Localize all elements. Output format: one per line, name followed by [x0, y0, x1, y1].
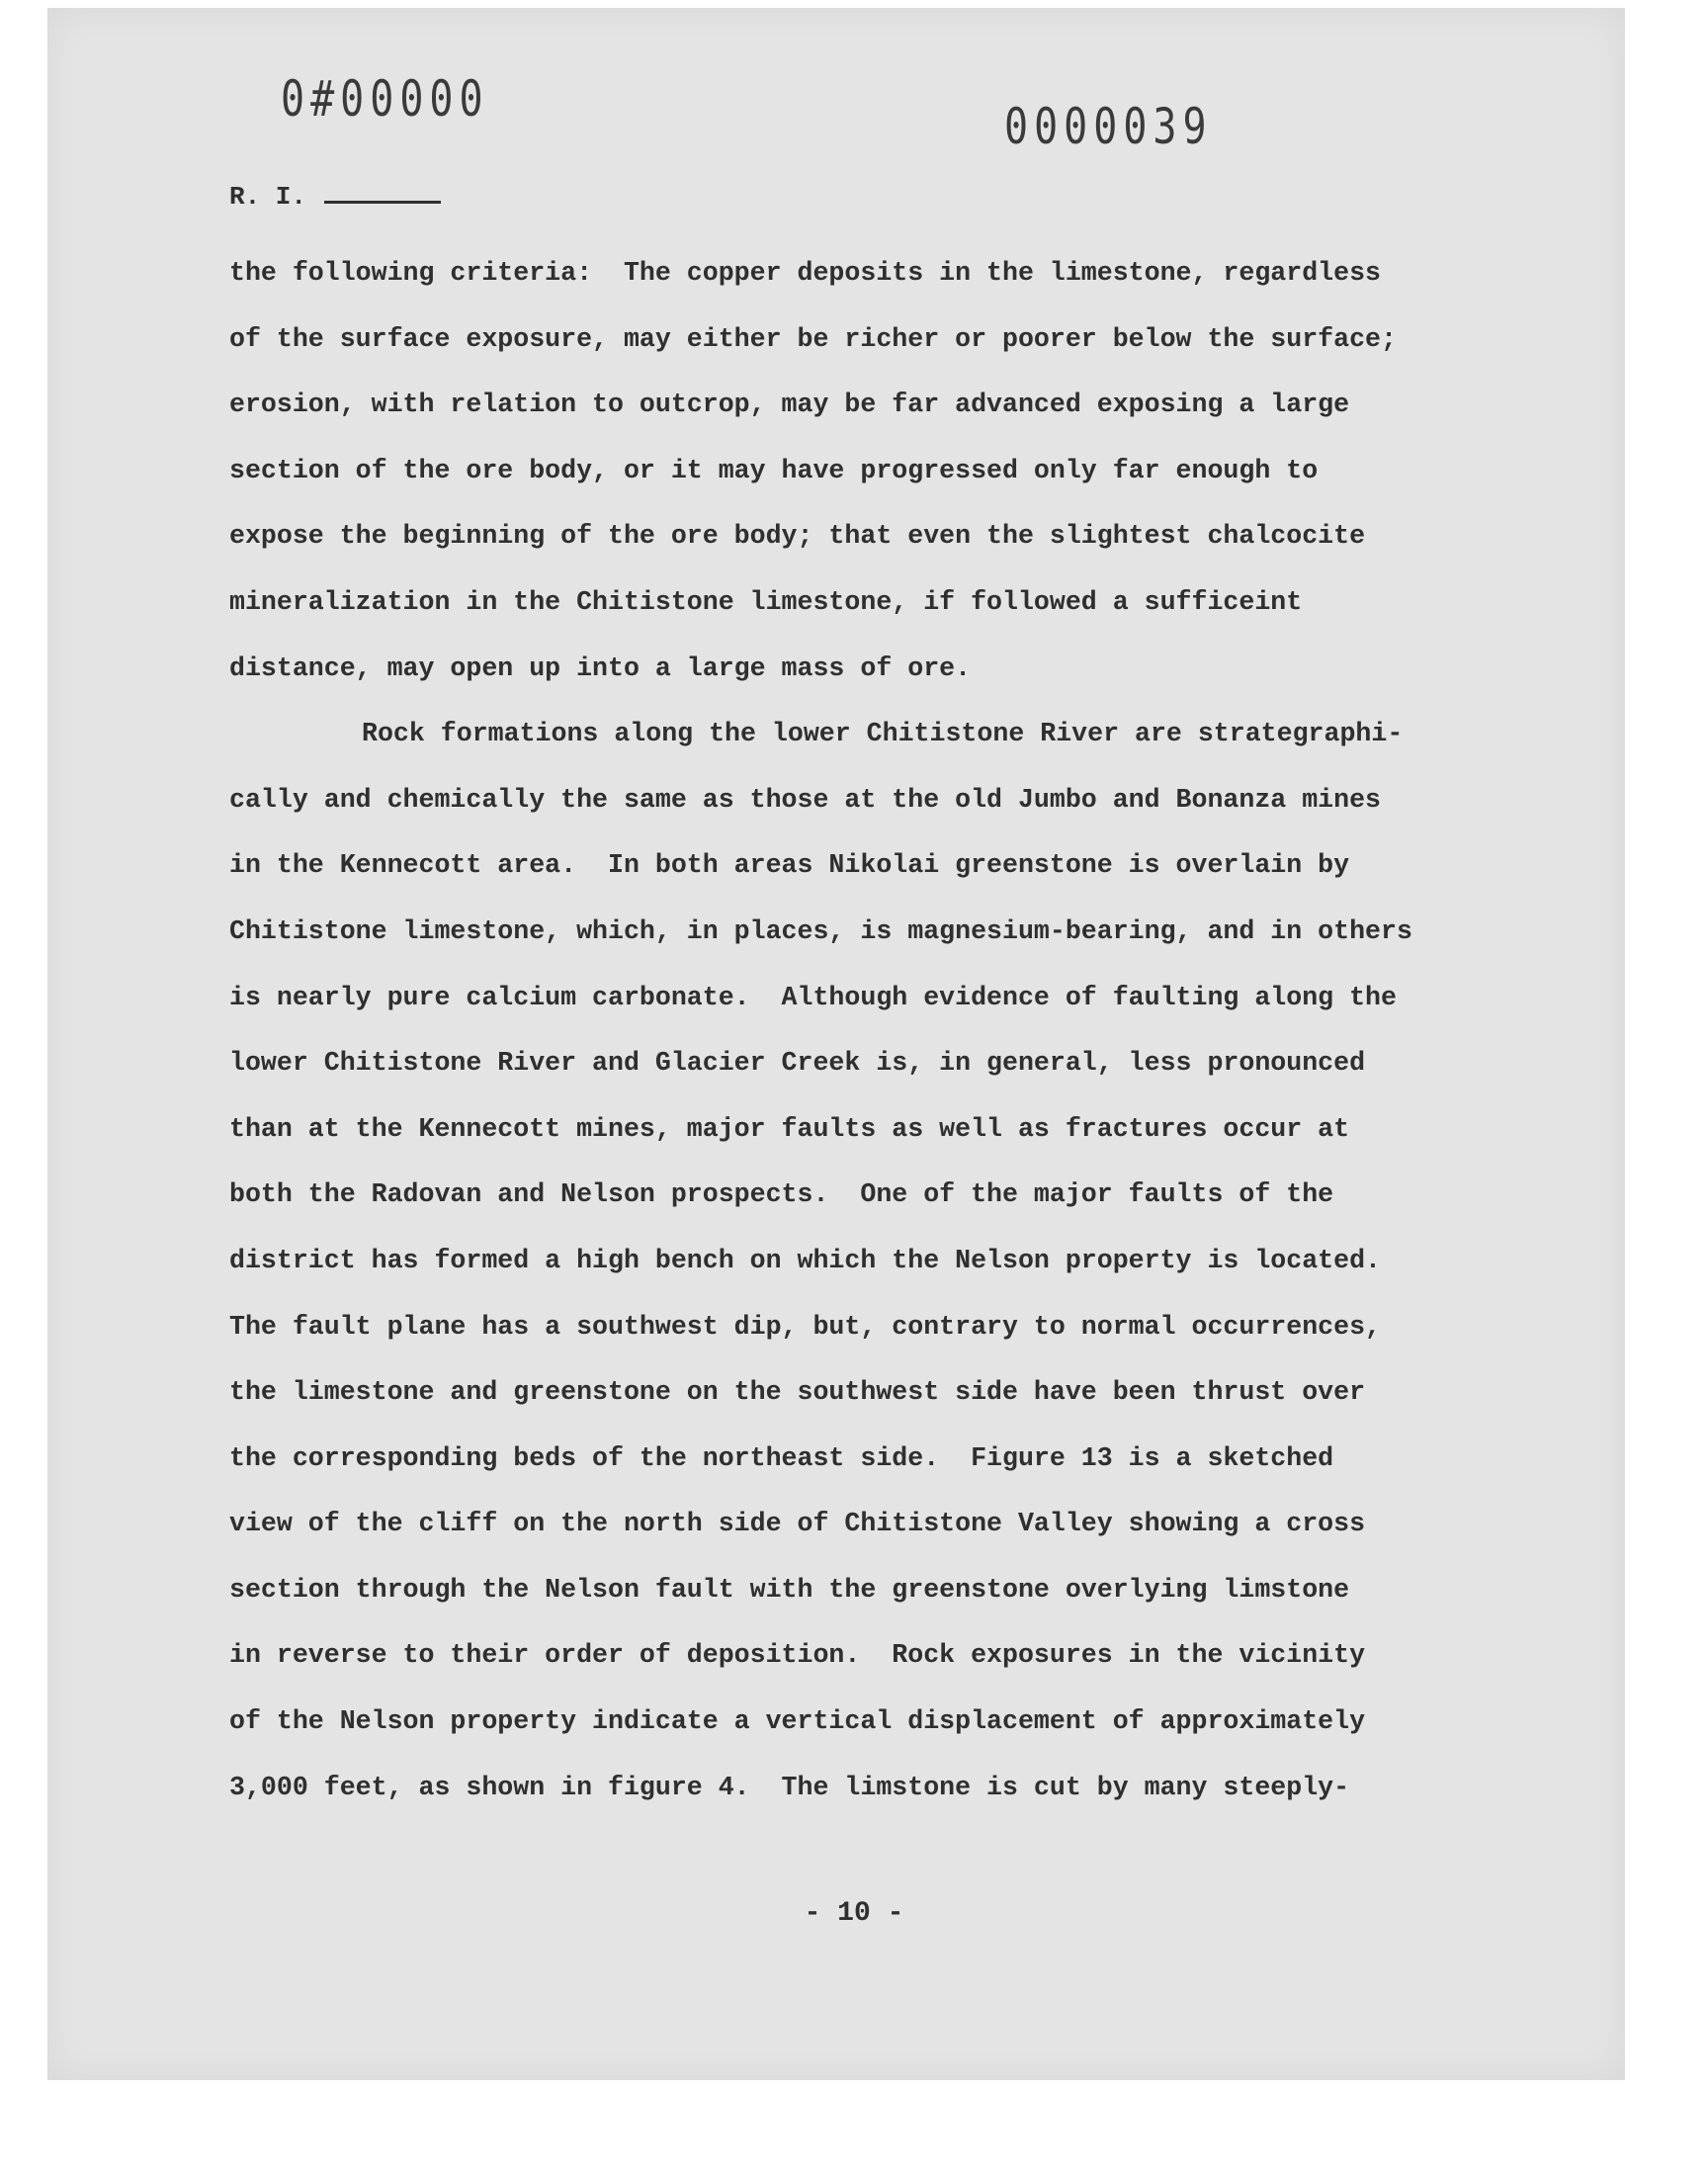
report-id-label — [229, 182, 441, 212]
text-line: the limestone and greenstone on the southwest side have been thrust over — [229, 1377, 1366, 1408]
text-line: is nearly pure calcium carbonate. Although evidence of faulting along the — [229, 982, 1397, 1012]
text-line: of the Nelson property indicate a vertical displacement of approximately — [229, 1706, 1366, 1737]
text-line: of the surface exposure, may either be richer or poorer below the surface; — [229, 323, 1397, 354]
text-line: 3,000 feet, as shown in figure 4. The limstone is cut by many steeply- — [229, 1772, 1350, 1802]
text-line: cally and chemically the same as those at the old Jumbo and Bonanza mines — [229, 784, 1381, 815]
text-line: the corresponding beds of the northeast side. Figure 13 is a sketched — [229, 1442, 1334, 1473]
text-line: both the Radovan and Nelson prospects. One of the major faults of the — [229, 1179, 1334, 1210]
document-stamp-right: 0000039 — [1004, 99, 1213, 156]
text-line: erosion, with relation to outcrop, may be far advanced exposing a large — [229, 390, 1350, 420]
text-line: Rock formations along the lower Chitistone River are strategraphi- — [362, 719, 1404, 749]
text-line: the following criteria: The copper deposits in the limestone, regardless — [229, 258, 1381, 288]
text-line: lower Chitistone River and Glacier Creek is, in general, less pronounced — [229, 1048, 1366, 1079]
ri-blank-line — [324, 201, 441, 204]
text-line: mineralization in the Chitistone limestone, if followed a sufficeint — [229, 586, 1303, 617]
text-line: than at the Kennecott mines, major faults as well as fractures occur at — [229, 1113, 1350, 1144]
ri-label-text: R. I. — [229, 182, 307, 212]
text-line: Chitistone limestone, which, in places, is magnesium-bearing, and in others — [229, 915, 1412, 946]
text-line: expose the beginning of the ore body; that even the slightest chalcocite — [229, 521, 1366, 552]
text-line: distance, may open up into a large mass of ore. — [229, 652, 972, 683]
paragraph-2 — [229, 701, 1524, 1820]
document-stamp-left: 0#00000 — [281, 71, 489, 129]
document-body — [229, 240, 1524, 1820]
text-line: in the Kennecott area. In both areas Nikolai greenstone is overlain by — [229, 850, 1350, 881]
text-line: view of the cliff on the north side of Chitistone Valley showing a cross — [229, 1509, 1366, 1539]
text-line: section of the ore body, or it may have progressed only far enough to — [229, 455, 1319, 485]
paragraph-1 — [229, 240, 1524, 701]
text-line: The fault plane has a southwest dip, but, contrary to normal occurrences, — [229, 1311, 1381, 1342]
text-line: section through the Nelson fault with the greenstone overlying limstone — [229, 1574, 1350, 1605]
text-line: in reverse to their order of deposition. Rock exposures in the vicinity — [229, 1640, 1366, 1671]
text-line: district has formed a high bench on which the Nelson property is located. — [229, 1245, 1381, 1275]
page-number: - 10 - — [804, 1898, 904, 1929]
